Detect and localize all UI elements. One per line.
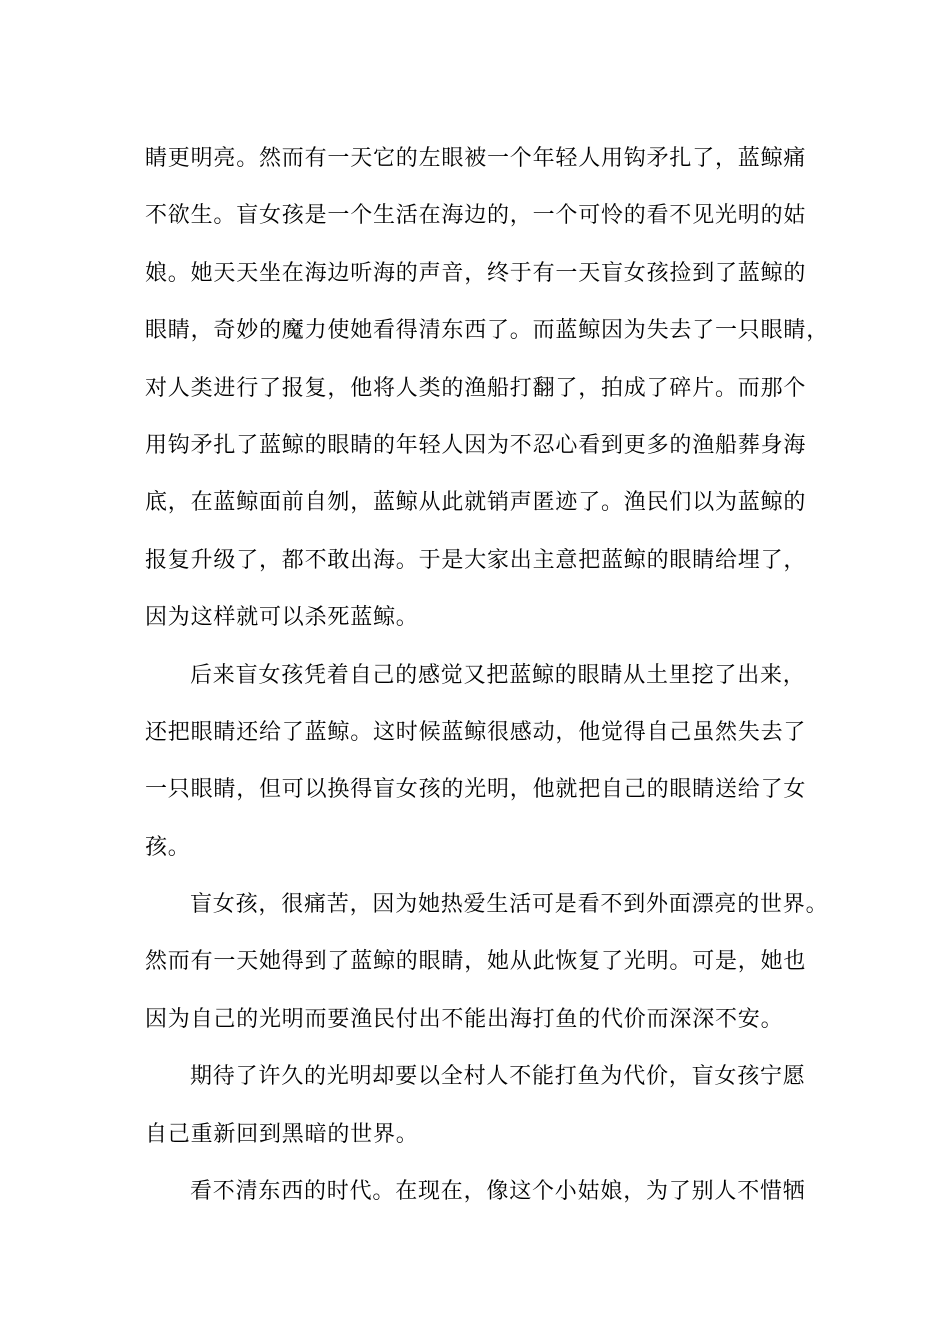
paragraph-start-line: 期待了许久的光明却要以全村人不能打鱼为代价，盲女孩宁愿 — [190, 1064, 806, 1090]
text-line: 眼睛，奇妙的魔力使她看得清东西了。而蓝鲸因为失去了一只眼睛， — [145, 318, 830, 344]
paragraph-start-line: 盲女孩，很痛苦，因为她热爱生活可是看不到外面漂亮的世界。 — [190, 892, 829, 918]
text-line: 孩。 — [145, 834, 191, 860]
text-line: 底，在蓝鲸面前自刎，蓝鲸从此就销声匿迹了。渔民们以为蓝鲸的 — [145, 490, 807, 516]
text-line: 对人类进行了报复，他将人类的渔船打翻了，拍成了碎片。而那个 — [145, 375, 807, 401]
text-line: 因为这样就可以杀死蓝鲸。 — [145, 605, 419, 631]
text-line: 娘。她天天坐在海边听海的声音，终于有一天盲女孩捡到了蓝鲸的 — [145, 260, 807, 286]
text-line: 自己重新回到黑暗的世界。 — [145, 1121, 419, 1147]
paragraph-start-line: 后来盲女孩凭着自己的感觉又把蓝鲸的眼睛从土里挖了出来， — [190, 662, 806, 688]
text-line: 用钩矛扎了蓝鲸的眼睛的年轻人因为不忍心看到更多的渔船葬身海 — [145, 432, 807, 458]
paragraph-start-line: 看不清东西的时代。在现在，像这个小姑娘，为了别人不惜牺 — [190, 1179, 806, 1205]
document-body — [145, 130, 830, 1220]
text-line: 一只眼睛，但可以换得盲女孩的光明，他就把自己的眼睛送给了女 — [145, 777, 807, 803]
text-line: 然而有一天她得到了蓝鲸的眼睛，她从此恢复了光明。可是，她也 — [145, 949, 807, 975]
text-line: 睛更明亮。然而有一天它的左眼被一个年轻人用钩矛扎了，蓝鲸痛 — [145, 146, 807, 171]
text-line: 因为自己的光明而要渔民付出不能出海打鱼的代价而深深不安。 — [145, 1006, 784, 1032]
text-line: 还把眼睛还给了蓝鲸。这时候蓝鲸很感动，他觉得自己虽然失去了 — [145, 719, 807, 745]
text-line: 不欲生。盲女孩是一个生活在海边的，一个可怜的看不见光明的姑 — [145, 203, 807, 229]
text-line: 报复升级了，都不敢出海。于是大家出主意把蓝鲸的眼睛给埋了， — [145, 547, 807, 573]
